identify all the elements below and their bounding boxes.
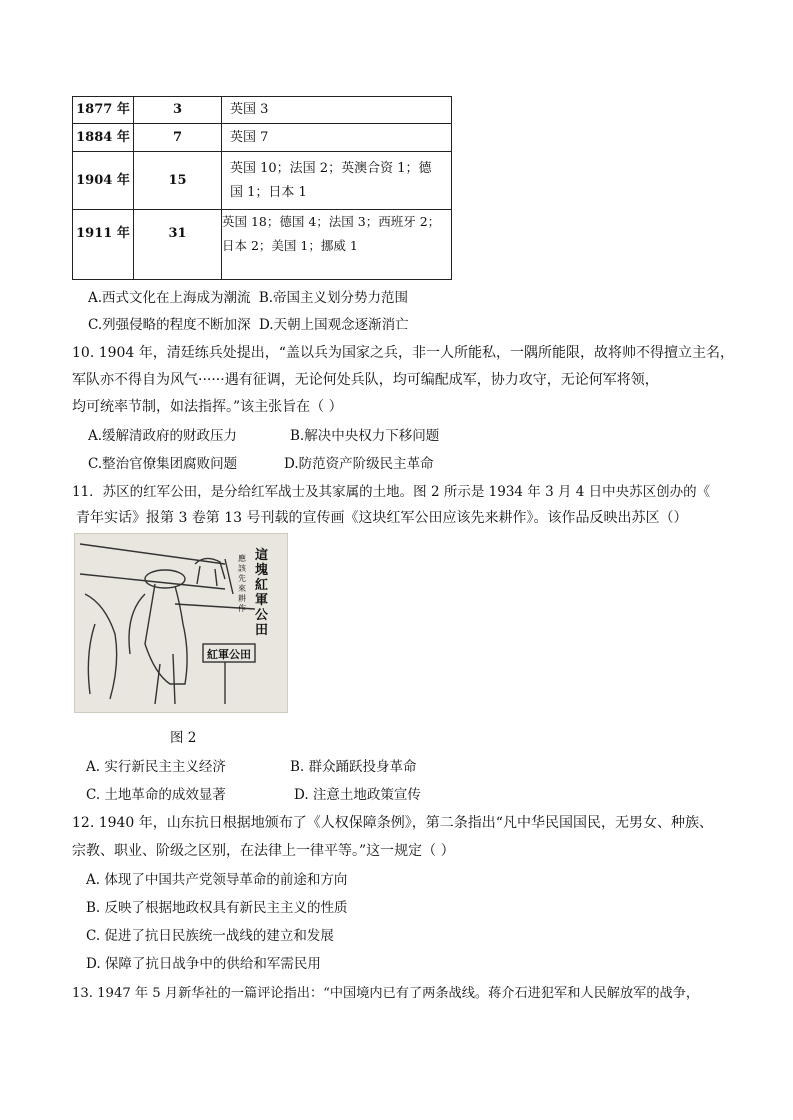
detail-line: 国 1；日本 1: [230, 184, 307, 200]
q10-stem-line2: 军队亦不得自为风气······遇有征调，无论何处兵队，均可编配成军，协力攻守，无论何军将领，: [72, 372, 659, 388]
q10-stem-line3: 均可统率节制，如法指挥。”该主张旨在（ ）: [72, 399, 343, 415]
q11-option-d[interactable]: D. 注意土地政策宣传: [294, 787, 421, 803]
q10-option-b[interactable]: B.解决中央权力下移问题: [290, 428, 440, 444]
q11-stem-line2: 青年实话》报第 3 卷第 13 号刊载的宣传画《这块红军公田应该先来耕作》。该作品反映出苏区（）: [76, 510, 688, 526]
propaganda-poster-figure: [74, 533, 288, 713]
q9-option-c[interactable]: C.列强侵略的程度不断加深: [88, 317, 251, 333]
detail-cell: [222, 210, 452, 280]
year-cell: 1911 年: [73, 210, 134, 280]
q9-option-a[interactable]: A.西式文化在上海成为潮流: [88, 290, 251, 306]
table-row: [73, 124, 452, 152]
detail-line: 英国 18；德国 4；法国 3；西班牙 2；: [222, 214, 441, 229]
poster-sign: 紅軍公田: [207, 648, 251, 661]
q12-option-b[interactable]: B. 反映了根据地政权具有新民主主义的性质: [86, 900, 348, 916]
q12-option-c[interactable]: C. 促进了抗日民族统一战线的建立和发展: [86, 928, 334, 944]
table-row: [73, 97, 452, 124]
q10-stem-line1: 10. 1904 年，清廷练兵处提出，“盖以兵为国家之兵，非一人所能私，一隅所能限，故将帅不得擅立主名，: [72, 345, 734, 361]
year-cell: 1877 年: [73, 97, 134, 124]
poster-subtitle: 應該先來耕作: [238, 554, 246, 613]
detail-cell: [222, 97, 452, 124]
q12-stem-line1: 12. 1940 年，山东抗日根据地颁布了《人权保障条例》，第二条指出“凡中华民国国民，无男女、种族、: [72, 815, 713, 831]
q9-options-row1: [88, 286, 408, 306]
detail-line: 英国 3: [230, 102, 269, 117]
count-cell: 31: [134, 210, 222, 280]
q9-options-row2: [88, 313, 409, 333]
table-row: [73, 152, 452, 210]
q9-option-b[interactable]: B.帝国主义划分势力范围: [258, 290, 409, 306]
q10-option-d[interactable]: D.防范资产阶级民主革命: [284, 456, 434, 472]
year-cell: 1884 年: [73, 124, 134, 152]
detail-line: 英国 10；法国 2；英澳合资 1；德: [230, 160, 432, 176]
q11-option-c[interactable]: C. 土地革命的成效显著: [86, 787, 226, 803]
year-cell: 1904 年: [73, 152, 134, 210]
q9-option-d[interactable]: D.天朝上国观念逐渐消亡: [258, 317, 409, 333]
table-row: [73, 210, 452, 280]
q12-option-d[interactable]: D. 保障了抗日战争中的供给和军需民用: [86, 956, 321, 972]
q11-option-a[interactable]: A. 实行新民主主义经济: [86, 759, 226, 775]
q12-stem-line2: 宗教、职业、阶级之区别，在法律上一律平等。”这一规定（ ）: [72, 843, 455, 859]
q10-option-c[interactable]: C.整治官僚集团腐败问题: [88, 456, 238, 472]
q11-stem-line1: 11．苏区的红军公田，是分给红军战士及其家属的土地。图 2 所示是 1934 年 3 月 4 日中央苏区创办的《: [72, 484, 711, 500]
data-table: [72, 96, 452, 280]
q12-option-a[interactable]: A. 体现了中国共产党领导革命的前途和方向: [86, 872, 348, 888]
detail-line: 日本 2；美国 1；挪威 1: [222, 238, 358, 253]
detail-cell: [222, 152, 452, 210]
count-cell: 15: [134, 152, 222, 210]
detail-line: 英国 7: [230, 129, 269, 145]
count-cell: 3: [134, 97, 222, 124]
poster-title: 這塊紅軍公田: [255, 548, 269, 638]
figure-caption: 图 2: [170, 730, 197, 746]
detail-cell: [222, 124, 452, 152]
q11-option-b[interactable]: B. 群众踊跃投身革命: [290, 759, 417, 775]
q13-stem-line1: 13. 1947 年 5 月新华社的一篇评论指出：“中国境内已有了两条战线。蒋介石进犯军和人民解放军的战争，: [72, 986, 700, 1001]
q10-option-a[interactable]: A.缓解清政府的财政压力: [88, 428, 238, 444]
count-cell: 7: [134, 124, 222, 152]
